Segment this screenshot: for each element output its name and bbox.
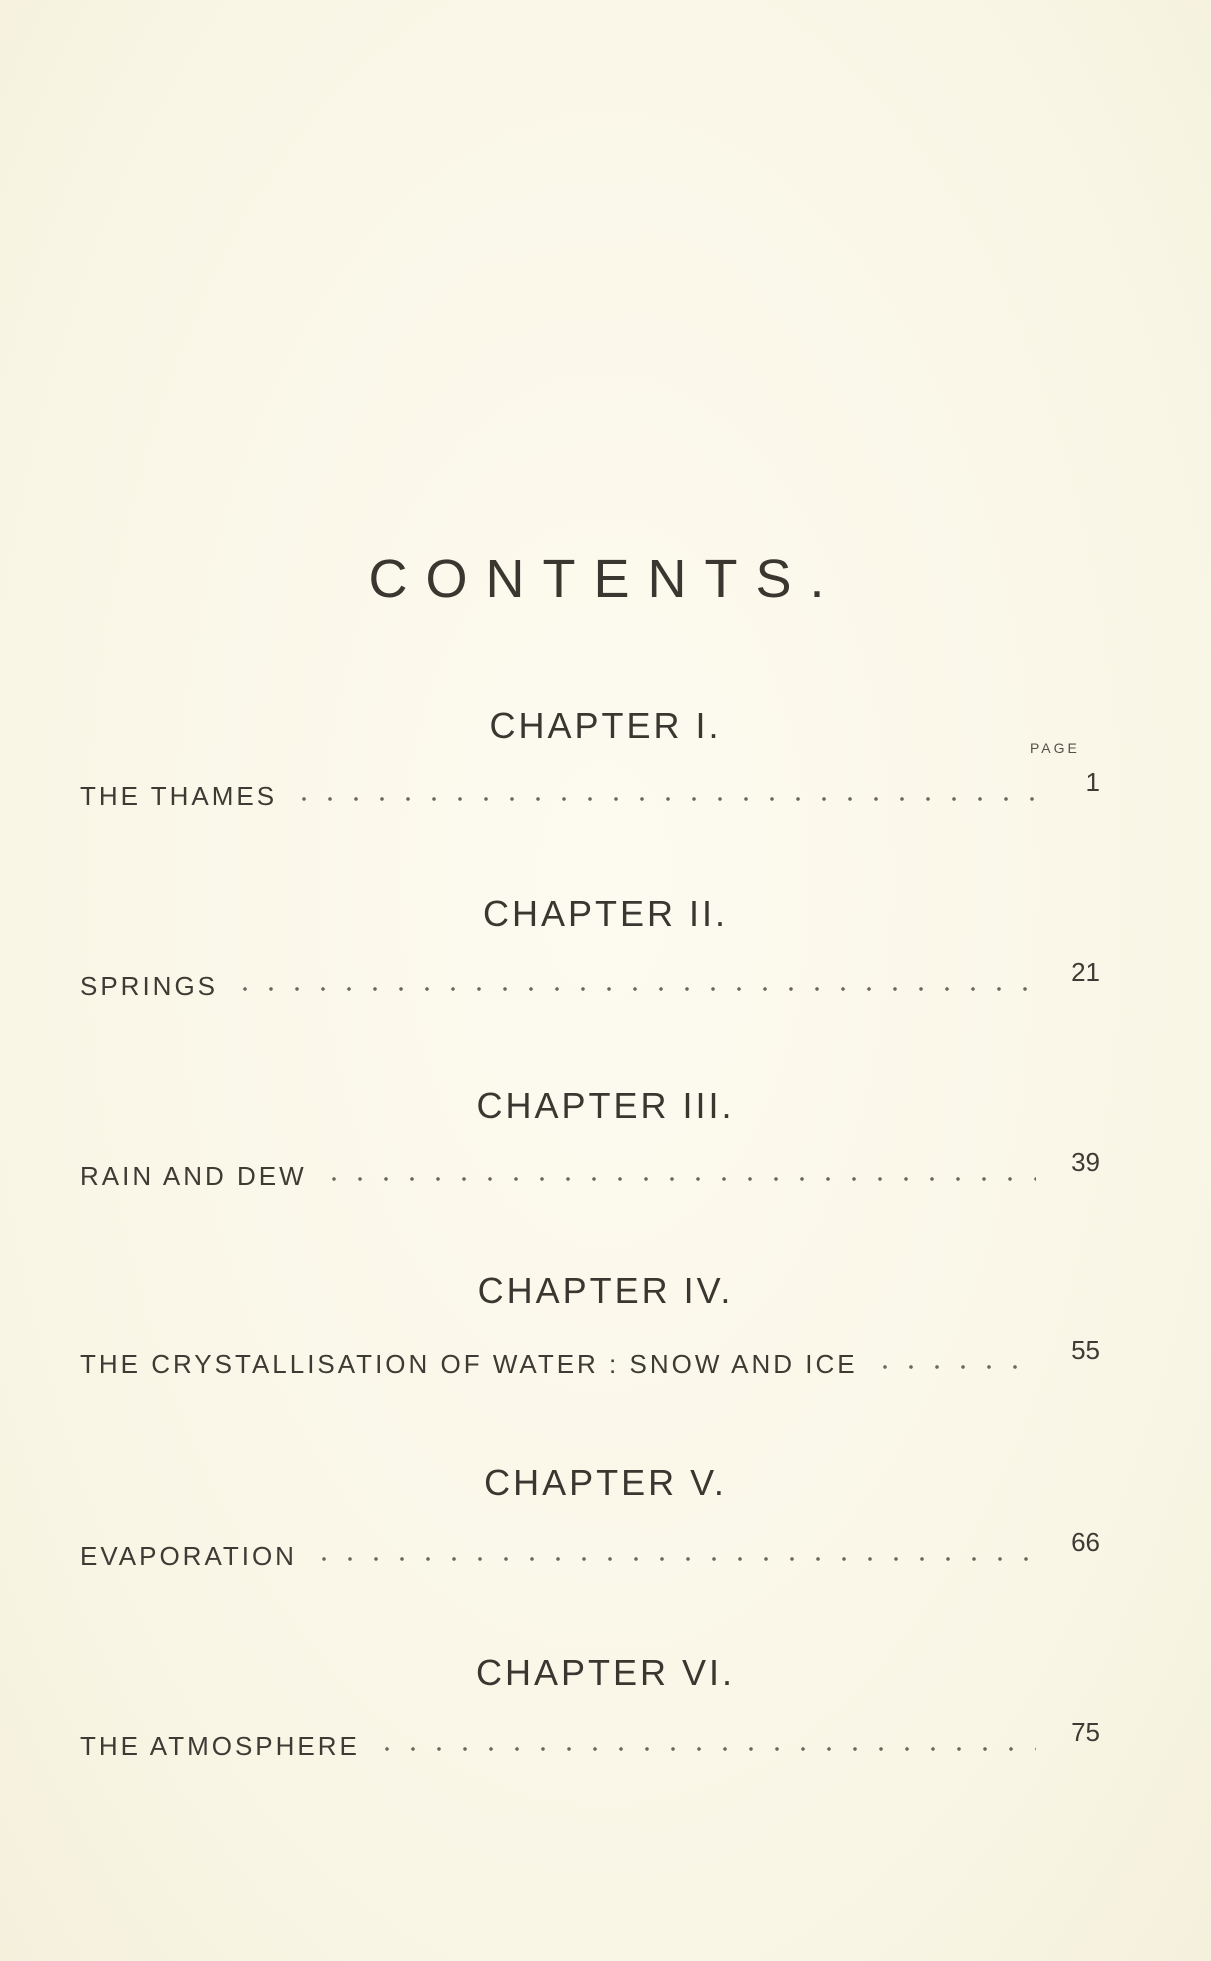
toc-entry-title: THE CRYSTALLISATION OF WATER : SNOW AND ICE (80, 1349, 858, 1379)
page-title: CONTENTS. (368, 549, 843, 609)
toc-entry-page: 66 (1071, 1527, 1100, 1557)
toc-entry-page: 75 (1071, 1717, 1100, 1747)
toc-entry-page: 39 (1071, 1147, 1100, 1177)
dot-leader (232, 986, 1036, 992)
toc-entry[interactable] (80, 1527, 1100, 1572)
toc-entry-page: 21 (1071, 957, 1100, 987)
chapter-heading: CHAPTER IV. (477, 1270, 734, 1311)
toc-entry-title: THE ATMOSPHERE (80, 1731, 360, 1761)
chapter-heading: CHAPTER I. (489, 705, 722, 746)
toc-entry[interactable] (80, 1147, 1100, 1192)
chapter-heading: CHAPTER VI. (475, 1652, 736, 1693)
dot-leader (374, 1746, 1036, 1752)
toc-entry-title: SPRINGS (80, 971, 219, 1001)
dot-leader (321, 1176, 1036, 1182)
chapter-heading: CHAPTER II. (482, 893, 729, 934)
toc-entry-title: RAIN AND DEW (80, 1161, 307, 1191)
dot-leader (872, 1364, 1036, 1370)
toc-entry[interactable] (80, 767, 1100, 812)
toc-entry-title: EVAPORATION (80, 1541, 297, 1571)
chapter-heading: CHAPTER III. (476, 1085, 735, 1126)
toc-entry[interactable] (80, 1717, 1100, 1762)
page-column-label: PAGE (1030, 740, 1080, 756)
toc-entry[interactable] (80, 957, 1100, 1002)
dot-leader (311, 1556, 1036, 1562)
chapter-heading: CHAPTER V. (484, 1462, 727, 1503)
toc-entry-title: THE THAMES (80, 781, 278, 811)
toc-entry[interactable] (80, 1335, 1100, 1380)
toc-entry-page: 55 (1071, 1335, 1100, 1365)
dot-leader (291, 796, 1036, 802)
toc-entry-page: 1 (1085, 767, 1100, 797)
